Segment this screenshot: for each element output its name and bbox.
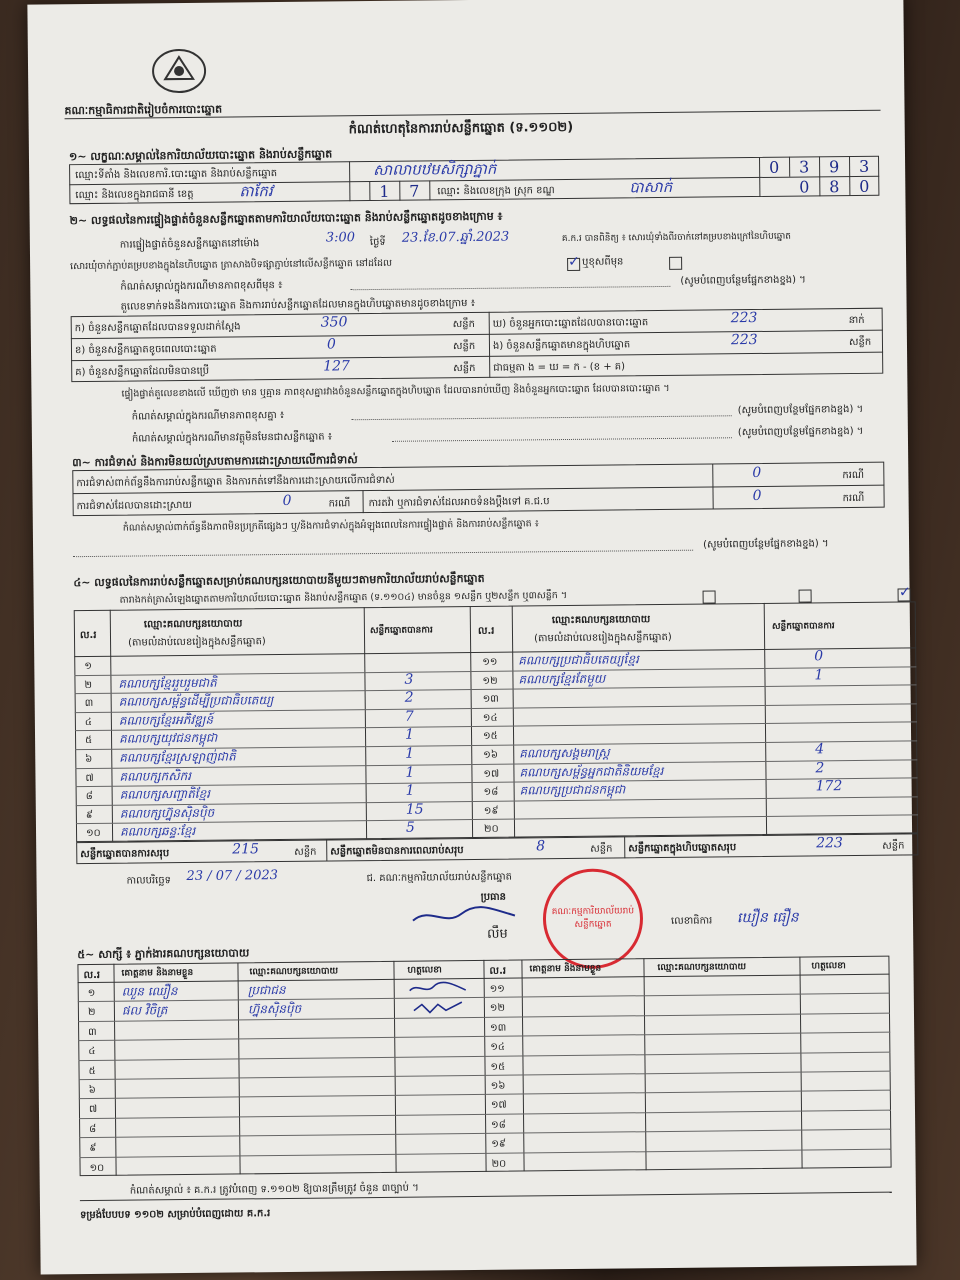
s4-total-valid-label: សន្លឹកឆ្នោតបានការសរុប <box>80 848 170 861</box>
s3-r2-case2: ករណី <box>842 492 865 505</box>
s2-k-unit: សន្លឹក <box>452 318 476 331</box>
section1-title: ១~ លក្ខណៈសម្គាល់នៃការិយាល័យបោះឆ្នោត និងរាប់សន្លឹកឆ្នោត <box>68 147 333 164</box>
section3-title: ៣~ ការជំទាស់ និងការមិនយល់ស្របតាមការដោះស្រាយលើការជំទាស់ <box>72 453 358 470</box>
s2-intro: តួលេខទាក់ទងនឹងការបោះឆ្នោត និងការរាប់សន្លឹកឆ្នោតដែលមានក្នុងហិបឆ្នោតមានដូចខាងក្រោម ៖ <box>120 297 476 313</box>
s5-right-no: ១៣ <box>490 1022 507 1034</box>
s4-col-votes-right: សន្លឹកឆ្នោតបានការ <box>771 621 835 632</box>
s1-num-1: 1 <box>379 181 390 201</box>
s1-digit2-3: 0 <box>859 176 870 196</box>
s2-opt-changed: ឬខុសពីមុន <box>582 256 624 268</box>
s2-time: 3:00 <box>325 230 356 246</box>
s1-row1-label: ឈ្មោះទីតាំង និងលេខការិ.បោះឆ្នោត និងរាប់សន្លឹកឆ្នោត <box>75 168 278 182</box>
s3-r1-value: 0 <box>752 464 762 482</box>
s4-left-party: គណបក្សសញ្ជាតិខ្មែរ <box>119 786 211 802</box>
s4-left-votes: 15 <box>405 801 424 818</box>
s1-digit2-1: 0 <box>799 177 810 197</box>
s4-total-valid-unit: សន្លឹក <box>294 846 317 858</box>
s4-date-label: កាលបរិច្ឆេទ <box>126 875 172 887</box>
s2-formula: ជាធម្មតា ង = ឃ = ក - (ខ + គ) <box>493 361 626 374</box>
s4-left-no: ៣ <box>84 698 94 710</box>
s4-left-no: ៧ <box>85 772 94 784</box>
s4-right-party: គណបក្សសម្ព័ន្ធអ្នកជាតិនិយមខ្មែរ <box>519 763 664 780</box>
s4-total-valid: 215 <box>232 841 260 858</box>
s4-left-votes: 7 <box>404 708 414 725</box>
s4-total-box: 223 <box>816 835 844 852</box>
s4-right-no: ១៩ <box>483 805 499 817</box>
s5-col-no-left: ល.រ <box>83 969 101 982</box>
president-signature <box>409 902 519 929</box>
s4-left-no: ២ <box>84 679 93 691</box>
s2-gh-unit: នាក់ <box>848 314 865 327</box>
witness-signatures <box>404 980 474 1017</box>
s5-col-party-right: ឈ្មោះគណបក្សនយោបាយ <box>657 962 747 974</box>
s3-note: កំណត់សម្គាល់ពាក់ព័ន្ធនឹងភាពមិនប្រក្រតីផ្សេងៗ ឬ/និងការជំទាស់ក្នុងអំឡុងពេលនៃការផ្ទៀងផ្ទាត់ និងការរាប់សន្លឹកឆ្នោត ៖ <box>122 518 539 534</box>
s5-col-name-left: គោត្តនាម និងនាមខ្លួន <box>121 967 194 979</box>
footer-note: កំណត់សម្គាល់ ៖ គ.ក.រ ត្រូវបំពេញ ទ.១១០២ ឱ្យបានត្រឹមត្រូវ ចំនួន ៣ច្បាប់ ។ <box>129 1182 419 1197</box>
s4-left-party: គណបក្សខ្មែររួបរួមជាតិ <box>118 675 217 691</box>
s5-right-no: ១៩ <box>491 1138 507 1151</box>
s5-right-no: ១៧ <box>490 1100 507 1112</box>
s3-r2-value2: 0 <box>752 487 762 505</box>
s4-left-party: គណបក្សយុវជនកម្ពុជា <box>118 731 218 747</box>
s2-bullet2-fill: (សូមបំពេញបន្ថែមផ្នែកខាងខ្នង) ។ <box>737 425 864 439</box>
s5-left-no: ៤ <box>88 1046 96 1058</box>
s4-right-party: គណបក្សសង្គមរាស្ត្រ <box>519 745 610 761</box>
s4-col-no-left: ល.រ <box>79 629 97 642</box>
s4-left-no: ១០ <box>86 828 101 840</box>
s4-left-no: ៩ <box>85 809 94 821</box>
s5-left-name: ឈួន ឈឿន <box>121 984 178 999</box>
s4-total-invalid-label: សន្លឹកឆ្នោតមិនបានការពេលរាប់សរុប <box>330 845 464 858</box>
s3-fill-more: (សូមបំពេញបន្ថែមផ្នែកខាងខ្នង) ។ <box>703 538 829 551</box>
s4-left-no: ៥ <box>85 735 93 747</box>
s5-right-no: ១១ <box>489 983 505 995</box>
s2-same-checkbox[interactable] <box>567 258 580 271</box>
s4-right-votes: 1 <box>814 666 824 684</box>
footer-form: ទម្រង់បែបបទ ១១០២ សម្រាប់បំពេញដោយ គ.ក.រ <box>80 1208 271 1222</box>
s4-col-no-right: ល.រ <box>477 625 495 637</box>
s4-president-name: លឹម <box>487 926 508 942</box>
s1-digit-3: 9 <box>828 157 840 177</box>
s2-gh-value: 223 <box>730 309 758 327</box>
s4-right-party: គណបក្សប្រជាធិបតេយ្យខ្មែរ <box>518 652 639 668</box>
s4-left-votes: 1 <box>404 727 415 744</box>
s1-row2-value: តាកែវ <box>239 182 273 201</box>
emblem-icon <box>150 47 208 96</box>
s5-col-sign-right: ហត្ថលេខា <box>811 961 846 972</box>
s2-bullet2: កំណត់សម្គាល់ក្នុងករណីមានវត្ថុមិនមែនជាសន្លឹកឆ្នោត ៖ <box>131 431 333 445</box>
s1-digit2-2: 8 <box>829 177 840 197</box>
s4-right-votes: 4 <box>815 741 825 758</box>
s4-right-no: ១៤ <box>482 712 498 724</box>
s4-left-votes: 3 <box>404 671 414 688</box>
s4-right-party: គណបក្សប្រជាជនកម្ពុជា <box>519 782 626 798</box>
s4-committee: ជ. គណៈកម្មការិយាល័យរាប់សន្លឹកឆ្នោត <box>366 871 513 885</box>
s4-right-no: ២០ <box>483 824 499 836</box>
s2-fill-more: (សូមបំពេញបន្ថែមផ្នែកខាងខ្នង) ។ <box>680 274 806 287</box>
s1-digit-1: 0 <box>768 157 780 177</box>
s5-col-sign-left: ហត្ថលេខា <box>407 965 442 976</box>
s4-total-box-unit: សន្លឹក <box>882 840 905 852</box>
s4-right-no: ១១ <box>482 656 498 668</box>
s5-right-no: ១៨ <box>491 1119 506 1131</box>
org-name: គណៈកម្មាធិការជាតិរៀបចំការបោះឆ្នោត <box>64 102 223 118</box>
s4-three-sheet-checkbox[interactable] <box>898 588 911 601</box>
s1-digit-2: 3 <box>798 157 810 177</box>
page-title: កំណត់ហេតុនៃការរាប់សន្លឹកឆ្នោត (ទ.១១០២) <box>348 119 574 138</box>
s5-right-no: ១៥ <box>490 1061 506 1073</box>
s5-left-party: ប្រជាជន <box>247 982 286 998</box>
s2-para2: សោរឃុំចាក់ភ្ជាប់គម្របខាងក្នុងនៃហិបឆ្នោត ត្រាសាងបិទផ្សាភ្ជាប់នៅលើសន្លឹកឆ្នោត នៅដដែល <box>70 257 393 273</box>
s4-right-party: គណបក្សខ្មែរតែមួយ <box>518 671 606 687</box>
s4-left-votes: 1 <box>405 764 415 781</box>
s2-ko-unit: សន្លឹក <box>453 362 476 375</box>
s5-left-no: ៦ <box>88 1084 96 1097</box>
s2-note-line: កំណត់សម្គាល់ក្នុងករណីមានភាពខុសពីមុន ៖ <box>120 279 283 293</box>
s4-left-party: គណបក្សសម្ព័ន្ធដើម្បីប្រជាធិបតេយ្យ <box>118 693 274 709</box>
s2-para1c: គ.ក.រ បានពិនិត្យ ៖ សោរឃុំទាំងពីរចាក់នៅគម្របខាងក្រៅនៃហិបឆ្នោត <box>561 231 792 245</box>
s2-bullet1-fill: (សូមបំពេញបន្ថែមផ្នែកខាងខ្នង) ។ <box>737 403 864 417</box>
s4-left-no: ៦ <box>85 753 93 766</box>
s5-left-no: ១០ <box>89 1162 105 1174</box>
s4-president-label: ប្រធាន <box>480 891 507 903</box>
s5-left-no: ១ <box>87 987 96 1000</box>
s4-secretary-name: ឃឿន ធឿន <box>736 909 799 927</box>
s5-col-party-left: ឈ្មោះគណបក្សនយោបាយ <box>249 966 339 978</box>
s4-col-party-sub-right: (តាមលំដាប់លេខរៀងក្នុងសន្លឹកឆ្នោត) <box>533 631 672 645</box>
s4-one-sheet-checkbox[interactable] <box>703 590 716 603</box>
s4-left-party: គណបក្សឆន្ទៈខ្មែរ <box>119 824 196 840</box>
s2-ng-value: 223 <box>730 331 758 349</box>
s5-right-no: ១៤ <box>490 1041 506 1054</box>
s4-total-box-label: សន្លឹកឆ្នោតក្នុងហិបឆ្នោតសរុប <box>628 842 737 855</box>
s4-left-votes: 1 <box>405 745 415 762</box>
s4-col-votes-left: សន្លឹកឆ្នោតបានការ <box>369 625 433 637</box>
s4-right-no: ១៨ <box>483 786 499 799</box>
s2-ko-value: 127 <box>323 358 350 375</box>
s2-k-label: ក) ចំនួនសន្លឹកឆ្នោតដែលបានទទួលដាក់ស្ដែង <box>74 321 241 335</box>
s4-total-invalid-unit: សន្លឹក <box>590 843 613 855</box>
s1-row2-label2: ឈ្មោះ និងលេខក្រុង ស្រុក ខណ្ឌ <box>437 185 555 198</box>
s3-r2-label: ការជំទាស់ដែលបានដោះស្រាយ <box>76 499 192 513</box>
s5-left-no: ៩ <box>89 1143 97 1155</box>
s2-kh-value: 0 <box>326 336 336 353</box>
s1-row2-label: ឈ្មោះ និងលេខក្នុងរាជធានី ខេត្ត <box>75 188 194 202</box>
s2-k-value: 350 <box>320 314 348 331</box>
s4-left-party: គណបក្សខ្មែរអភិវឌ្ឍន៍ <box>118 712 214 728</box>
s4-right-votes: 0 <box>814 648 824 665</box>
s2-para1a: ការផ្ទៀងផ្ទាត់ចំនួនសន្លឹកឆ្នោតនៅម៉ោង <box>119 238 260 251</box>
s1-num-2: 7 <box>409 181 420 201</box>
s2-bullet1: កំណត់សម្គាល់ក្នុងករណីមានភាពខុសគ្នា ៖ <box>131 409 285 423</box>
s5-left-no: ៣ <box>88 1026 97 1038</box>
s5-right-no: ២០ <box>491 1158 507 1170</box>
s5-left-name: ផល វិចិត្រ <box>121 1003 168 1019</box>
s4-col-party-sub-left: (តាមលំដាប់លេខរៀងក្នុងសន្លឹកឆ្នោត) <box>128 636 266 649</box>
s2-kh-unit: សន្លឹក <box>452 340 476 353</box>
s5-col-name-right: គោត្តនាម និងនាមខ្លួន <box>529 963 602 975</box>
s4-left-votes: 1 <box>405 782 415 799</box>
s2-date: 23.ខែ.07.ឆ្នាំ.2023 <box>401 229 510 246</box>
s4-right-no: ១៦ <box>483 749 498 761</box>
s4-right-no: ១២ <box>482 675 498 687</box>
s5-left-no: ៨ <box>89 1123 97 1135</box>
s3-r1-label: ការជំទាស់ពាក់ព័ន្ធនឹងការរាប់សន្លឹកឆ្នោត និងការកត់ទៅនឹងការដោះស្រាយលើការជំទាស់ <box>76 474 395 490</box>
s4-secretary-label: លេខាធិការ <box>670 915 713 927</box>
s4-left-party: គណបក្សកសិករ <box>119 768 192 784</box>
s4-two-sheet-checkbox[interactable] <box>799 589 812 602</box>
s4-right-votes: 2 <box>815 759 825 777</box>
s4-right-votes: 172 <box>815 778 843 795</box>
s2-ng-label: ង) ចំនួនសន្លឹកឆ្នោតមានក្នុងហិបឆ្នោត <box>492 339 631 352</box>
s5-right-no: ១៦ <box>490 1080 506 1092</box>
s4-sub: តារាងកត់ត្រាសំឡេងឆ្នោតតាមការិយាល័យបោះឆ្នោត និងរាប់សន្លឹកឆ្នោត (ទ.១១០៤) មានចំនួន ១សន្លឹក ឬ២សន្លឹក ឬ៣សន្លឹក ។ <box>119 590 568 606</box>
s2-gh-label: ឃ) ចំនួនអ្នកបោះឆ្នោតដែលបានបោះឆ្នោត <box>492 317 649 330</box>
s4-col-party-right: ឈ្មោះគណបក្សនយោបាយ <box>551 614 651 627</box>
s5-right-no: ១២ <box>489 1003 506 1015</box>
s1-row1-value: សាលាបឋមសិក្សាភ្នាក់ <box>373 159 497 180</box>
s2-changed-checkbox[interactable] <box>669 257 682 270</box>
s4-left-party: គណបក្សខ្មែរស្រឡាញ់ជាតិ <box>119 749 236 765</box>
s4-col-party-left: ឈ្មោះគណបក្សនយោបាយ <box>143 618 243 631</box>
s2-kh-label: ខ) ចំនួនសន្លឹកឆ្នោតខូចពេលបោះឆ្នោត <box>74 343 217 357</box>
s5-left-no: ៥ <box>88 1065 96 1077</box>
s1-digit-4: 3 <box>858 156 870 176</box>
s1-row2-value2: បាសាក់ <box>629 177 673 197</box>
s3-r2-case: ករណី <box>328 498 351 510</box>
s4-left-votes: 5 <box>405 819 416 837</box>
s4-total-invalid: 8 <box>536 838 546 855</box>
section5-title: ៥~ សាក្សី ៖ ភ្នាក់ងារគណបក្សនយោបាយ <box>77 946 250 962</box>
s4-left-no: ៤ <box>84 716 93 728</box>
s4-right-no: ១៧ <box>483 768 500 780</box>
s4-left-no: ១ <box>84 660 92 673</box>
official-stamp: គណៈកម្មការិយាល័យរាប់សន្លឹកឆ្នោត <box>542 868 643 969</box>
s3-r1-case: ករណី <box>842 469 865 482</box>
s5-left-party: ហ្វ៊ុនស៊ិនប៉ិច <box>247 1002 302 1017</box>
form-sheet <box>27 0 916 1275</box>
section4-title: ៤~ លទ្ធផលនៃការរាប់សន្លឹកឆ្នោតសម្រាប់គណបក្សនយោបាយនីមួយៗតាមការិយាល័យរាប់សន្លឹកឆ្នោត <box>73 571 485 590</box>
s3-r2-label2: ការតវ៉ា ឬការជំទាស់ដែលអាចទំនងប្ដឹងទៅ គ.ជ.ប <box>368 496 550 510</box>
s5-left-no: ៧ <box>88 1104 98 1116</box>
s2-para1b: ថ្ងៃទី <box>369 236 386 249</box>
s5-left-no: ២ <box>87 1007 96 1019</box>
s4-left-votes: 2 <box>404 689 414 706</box>
s3-r2-value: 0 <box>282 492 292 509</box>
s4-left-party: គណបក្សហ្វ៊ុនស៊ិនប៉ិច <box>119 805 215 821</box>
s4-date-value: 23 / 07 / 2023 <box>186 868 279 885</box>
s4-right-no: ១៣ <box>482 693 499 706</box>
s4-left-no: ៨ <box>85 791 93 803</box>
s4-right-no: ១៥ <box>483 731 498 743</box>
s5-col-no-right: ល.រ <box>489 965 507 977</box>
s2-check-line: ផ្ទៀងផ្ទាត់តួលេខខាងលើ ឃើញថា មាន ឬគ្មាន ភាពខុសគ្នារវាងចំនួនសន្លឹកឆ្នោតក្នុងហិបឆ្នោត ដែលបានរាប់ឃើញ និងចំនួនអ្នកបោះឆ្នោត ដែលបានបោះឆ្នោត ។ <box>121 382 670 400</box>
section2-title: ២~ លទ្ធផលនៃការផ្ទៀងផ្ទាត់ចំនួនសន្លឹកឆ្នោតតាមការិយាល័យបោះឆ្នោត និងរាប់សន្លឹកឆ្នោតដូចខាងក្រោម ៖ <box>69 209 503 228</box>
s2-ng-unit: សន្លឹក <box>848 336 872 349</box>
s2-ko-label: គ) ចំនួនសន្លឹកឆ្នោតដែលមិនបានប្រើ <box>75 365 210 379</box>
